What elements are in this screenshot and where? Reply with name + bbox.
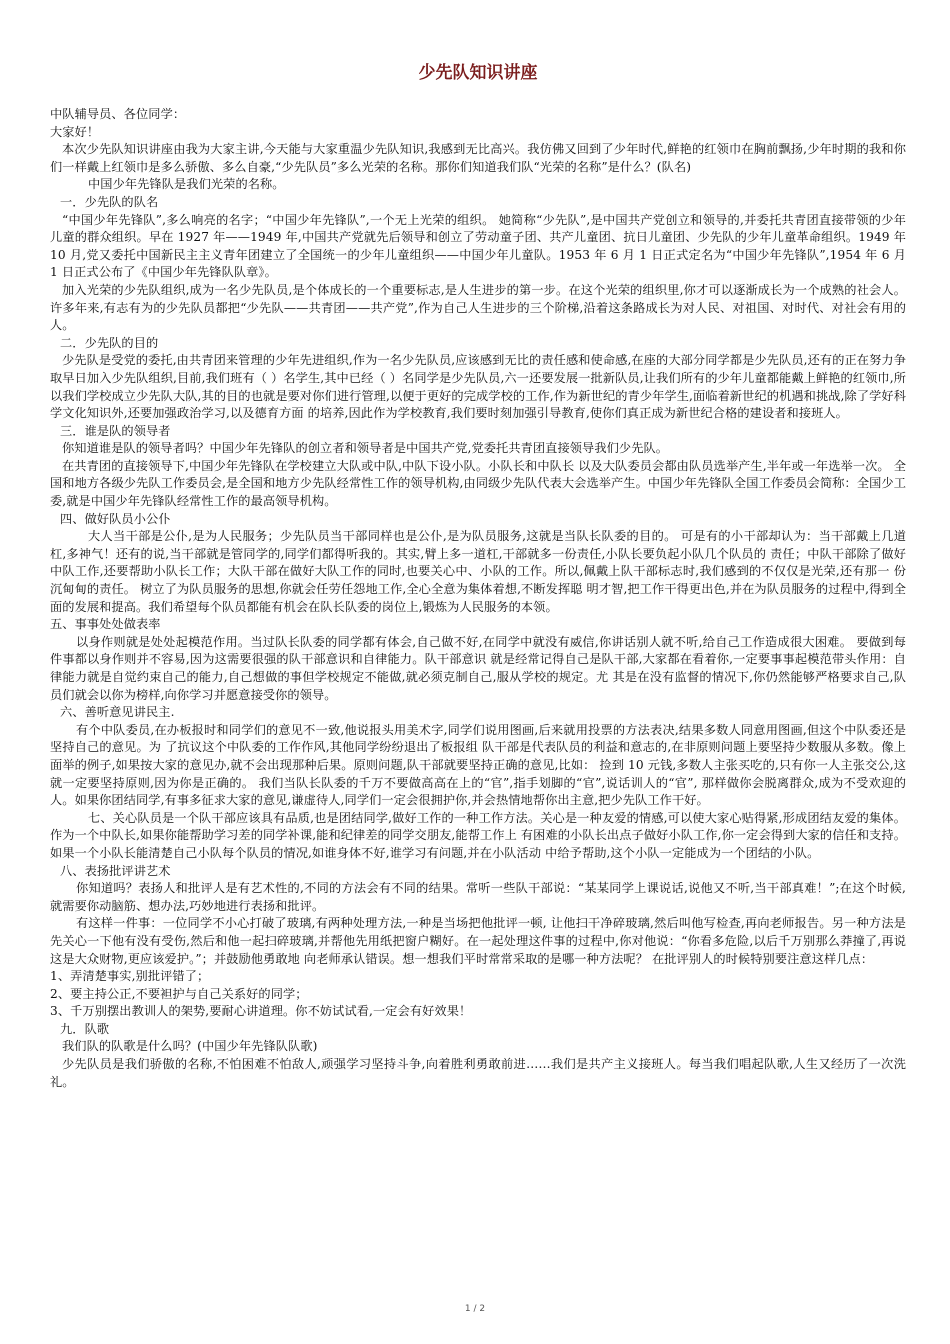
section-heading: 一．少先队的队名 bbox=[60, 194, 159, 209]
paragraph: 中队辅导员、各位同学： bbox=[50, 107, 186, 121]
paragraph: 本次少先队知识讲座由我为大家主讲,今天能与大家重温少先队知识,我感到无比高兴。我仿佛又回到了少年时代,鲜艳的红领巾在胸前飘扬,少年时期的我和你们一样戴上红领巾是多么骄傲、多么自豪,“少先队员”多么光荣的名称。那你们知道我们队“光荣的名称”是什么？(队名) bbox=[50, 142, 906, 174]
paragraph: 五、事事处处做表率 bbox=[50, 617, 161, 632]
paragraph: “中国少年先锋队”,多么响亮的名字；“中国少年先锋队”,一个无上光荣的组织。 她简称“少先队”,是中国共产党创立和领导的,并委托共青团直接带领的少年儿童的群众组织。早在 1927 年——1949 年,中国共产党就先后领导和创立了劳动童子团、共产儿童团、抗日儿童团、少先队的少年儿童革命组织。1949 年 10 月,党又委托中国新民主主义青年团建立了全国统一的少年儿童组织——中国少年儿童队。1953 年 6 月 1 日正式定名为“中国少年先锋队”,1954 年 6 月 1 日正式公布了《中国少年先锋队队章》。 bbox=[50, 212, 906, 280]
section-heading: 八、表扬批评讲艺术 bbox=[60, 863, 171, 878]
document-title: 少先队知识讲座 bbox=[418, 63, 538, 83]
section-heading: 六、善听意见讲民主. bbox=[60, 705, 175, 720]
document-page bbox=[50, 62, 906, 1091]
paragraph: 中国少年先锋队是我们光荣的名称。 bbox=[88, 177, 285, 192]
paragraph: 以身作则就是处处起模范作用。当过队长队委的同学都有体会,自己做不好,在同学中就没有威信,你讲话别人就不听,给自己工作造成很大困难。 要做到每件事都以身作则并不容易,因为这需要很强的队干部意识和自律能力。队干部意识 就是经常记得自己是队干部,大家都在看着你,一定要事事起模范带头作用：自律能力就是自觉约束自己的能力,自己想做的事但学校规定不能做,就必须克制自己,服从学校的规定。尤 其是在没有监督的情况下,你仍然能够严格要求自己,队员们就会以你为榜样,向你学习并愿意接受你的领导。 bbox=[50, 634, 906, 702]
paragraph: 有这样一件事：一位同学不小心打破了玻璃,有两种处理方法,一种是当场把他批评一顿, 让他扫干净碎玻璃,然后叫他写检查,再向老师报告。另一种方法是先关心一下他有没有受伤,然后和他一起扫碎玻璃,并帮他先用纸把窗户糊好。在一起处理这件事的过程中,你对他说：“你看多危险,以后千万别那么莽撞了,再说这是大众财物,更应该爱护。”；并鼓励他勇敢地 向老师承认错误。想一想我们平时常常采取的是哪一种方法呢？ 在批评别人的时候特别要注意这样几点： bbox=[50, 916, 906, 966]
paragraph: 2、要主持公正,不要袒护与自己关系好的同学； bbox=[50, 986, 308, 1001]
section-heading: 三．谁是队的领导者 bbox=[60, 423, 171, 438]
page-number: 1 / 2 bbox=[464, 1304, 486, 1314]
paragraph: 少先队员是我们骄傲的名称,不怕困难不怕敌人,顽强学习坚持斗争,向着胜利勇敢前进……我们是共产主义接班人。每当我们唱起队歌,人生又经历了一次洗礼。 bbox=[50, 1057, 906, 1089]
paragraph: 我们队的队歌是什么吗？(中国少年先锋队队歌) bbox=[62, 1039, 318, 1054]
paragraph: 加入光荣的少先队组织,成为一名少先队员,是个体成长的一个重要标志,是人生进步的第一步。在这个光荣的组织里,你才可以逐渐成长为一个成熟的社会人。许多年来,有志有为的少先队员都把“少先队——共青团——共产党”,作为自己人生进步的三个阶梯,沿着这条路成长为对人民、对祖国、对时代、对社会有用的人。 bbox=[50, 282, 906, 333]
paragraph: 你知道谁是队的领导者吗？中国少年先锋队的创立者和领导者是中国共产党,党委托共青团直接领导我们少先队。 bbox=[62, 441, 669, 456]
paragraph: 少先队是受党的委托,由共青团来管理的少年先进组织,作为一名少先队员,应该感到无比的责任感和使命感,在座的大部分同学都是少先队员,还有的正在努力争取早日加入少先队组织,目前,我们班有（ ）名学生,其中已经（ ）名同学是少先队员,六一还要发展一批新队员,让我们所有的少年儿童都能戴上鲜艳的红领巾,所以我们学校成立少先队大队,其的目的也就是要对你们进行管理,以便于更好的完成学校的工作,作为新世纪的青少年学生,面临着新世纪的机遇和挑战,除了学好科学文化知识外,还要加强政治学习,以及德育方面 的培养,因此作为学校教育,我们要时刻加强引导教育,使你们真正成为新世纪合格的建设者和接班人。 bbox=[50, 353, 906, 421]
paragraph: 在共青团的直接领导下,中国少年先锋队在学校建立大队或中队,中队下设小队。小队长和中队长 以及大队委员会都由队员选举产生,半年或一年选举一次。 全国和地方各级少先队工作委员会,是全国和地方少先队经常性工作的领导机构,由同级少先队代表大会选举产生。中国少年先锋队全国工作委员会简称：全国少工委,就是中国少年先锋队经常性工作的最高领导机构。 bbox=[50, 458, 906, 509]
section-heading: 九．队歌 bbox=[60, 1021, 110, 1036]
paragraph: 你知道吗？表扬人和批评人是有艺术性的,不同的方法会有不同的结果。常听一些队干部说：“某某同学上课说话,说他又不听,当干部真难！”;在这个时候,就需要你动脑筋、想办法,巧妙地进行表扬和批评。 bbox=[50, 881, 906, 913]
section-heading: 二．少先队的目的 bbox=[60, 335, 159, 350]
paragraph: 大人当干部是公仆,是为人民服务；少先队员当干部同样也是公仆,是为队员服务,这就是当队长队委的目的。 可是有的小干部却认为：当干部戴上几道杠,多神气！还有的说,当干部就是管同学的,同学们都得听我的。其实,臂上多一道杠,干部就多一份责任,小队长要负起小队几个队员的 责任；中队干部除了做好中队工作,还要帮助小队长工作；大队干部在做好大队工作的同时,也要关心中、小队的工作。所以,佩戴上队干部标志时,我们感到的不仅仅是光荣,还有那一 份沉甸甸的责任。 树立了为队员服务的思想,你就会任劳任怨地工作,全心全意为集体着想,不断发挥聪 明才智,把工作干得更出色,并在为队员服务的过程中,得到全面的发展和提高。我们希望每个队员都能有机会在队长队委的岗位上,锻炼为人民服务的本领。 bbox=[50, 529, 906, 614]
paragraph: 3、千万别摆出教训人的架势,要耐心讲道理。你不妨试试看,一定会有好效果！ bbox=[50, 1004, 472, 1019]
paragraph: 1、弄清楚事实,别批评错了； bbox=[50, 969, 210, 984]
paragraph: 大家好！ bbox=[50, 124, 100, 139]
section-heading: 四、做好队员小公仆 bbox=[60, 511, 171, 526]
document-body bbox=[50, 106, 906, 1091]
paragraph: 七、关心队员是一个队干部应该具有品质,也是团结同学,做好工作的一种工作方法。关心是一种友爱的情感,可以使大家心贴得紧,形成团结友爱的集体。 作为一个中队长,如果你能帮助学习差的同学补课,能和纪律差的同学交朋友,能帮工作上 有困难的小队长出点子做好小队工作,你一定会得到大家的信任和支持。如果一个小队长能清楚自己小队每个队员的情况,如谁身体不好,谁学习有问题,并在小队活动 中给予帮助,这个小队一定能成为一个团结的小队。 bbox=[50, 810, 906, 860]
paragraph: 有个中队委员,在办板报时和同学们的意见不一致,他说报头用美术字,同学们说用图画,后来就用投票的方法表决,结果多数人同意用图画,但这个中队委还是坚持自己的意见。为 了抗议这个中队委的工作作风,其他同学纷纷退出了板报组 队干部是代表队员的利益和意志的,在非原则问题上要坚持少数服从多数。像上面举的例子,如果按大家的意见办,就不会出现那种后果。原则问题,队干部就要坚持正确的意见,比如： 捡到 10 元钱,多数人主张买吃的,只有你一人主张交公,这就一定要坚持原则,因为你是正确的。 我们当队长队委的千万不要做高高在上的“官”,指手划脚的“官”,说话训人的“官”, 那样做你会脱离群众,成为不受欢迎的人。如果你团结同学,有事多征求大家的意见,谦虚待人,同学们一定会很拥护你,并会热情地帮你出主意,把少先队工作干好。 bbox=[50, 722, 906, 808]
